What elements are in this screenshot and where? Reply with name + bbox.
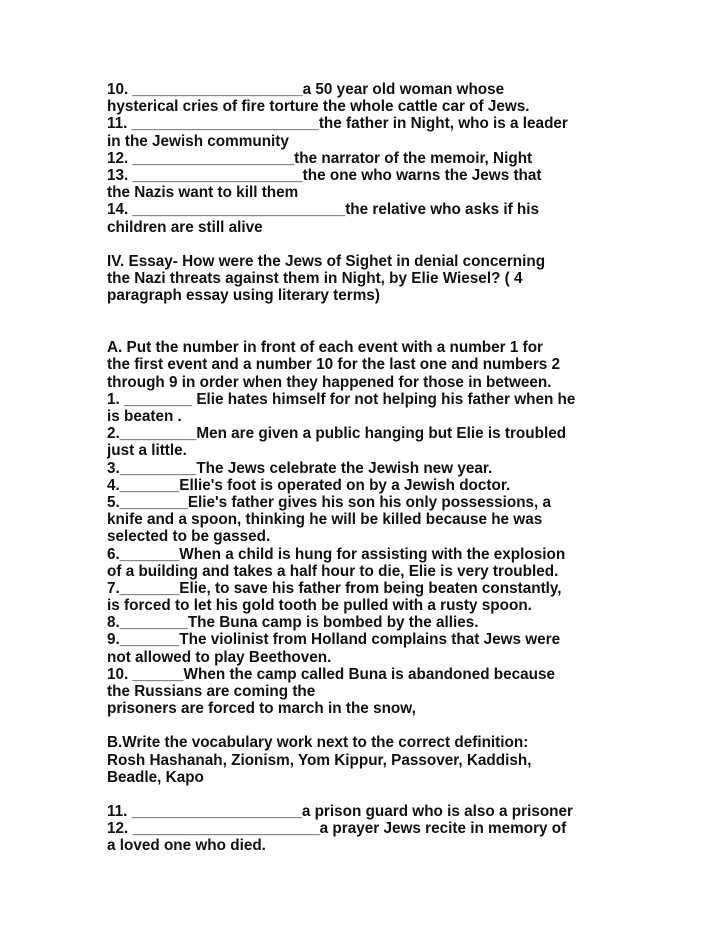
text-line: 10. ____________________a 50 year old woman whose bbox=[107, 81, 505, 98]
spacer bbox=[107, 304, 637, 339]
text-line: 4._______Ellie's foot is operated on by a Jewish doctor. bbox=[107, 476, 511, 494]
text-line: the first event and a number 10 for the last one and numbers 2 bbox=[107, 356, 561, 374]
text-line: 6._______When a child is hung for assisting with the explosion bbox=[107, 545, 566, 563]
text-line: Rosh Hashanah, Zionism, Yom Kippur, Passover, Kaddish, bbox=[107, 751, 532, 769]
essay-section bbox=[107, 253, 637, 305]
matching-continued-section bbox=[107, 81, 637, 236]
text-line: not allowed to play Beethoven. bbox=[107, 648, 332, 666]
text-line: 11. ____________________a prison guard who is also a prisoner bbox=[107, 802, 573, 820]
text-line: B.Write the vocabulary work next to the correct definition: bbox=[107, 734, 529, 752]
text-line: just a little. bbox=[107, 442, 187, 460]
text-line: A. Put the number in front of each event with a number 1 for bbox=[107, 339, 543, 357]
vocabulary-items-section bbox=[107, 803, 637, 855]
text-line: 11. ______________________the father in Night, who is a leader bbox=[107, 115, 568, 133]
text-line: paragraph essay using literary terms) bbox=[107, 287, 380, 305]
spacer bbox=[107, 786, 637, 803]
text-line: prisoners are forced to march in the snow, bbox=[107, 700, 416, 718]
text-line: 2._________Men are given a public hanging but Elie is troubled bbox=[107, 425, 567, 443]
text-line: hysterical cries of fire torture the whole cattle car of Jews. bbox=[107, 98, 530, 116]
spacer bbox=[107, 717, 637, 734]
text-line: 13. ____________________the one who warns the Jews that bbox=[107, 166, 542, 184]
text-line: 8.________The Buna camp is bombed by the allies. bbox=[107, 614, 479, 632]
text-line: Beadle, Kapo bbox=[107, 768, 204, 786]
text-line: children are still alive bbox=[107, 218, 263, 236]
text-line: 12. ___________________the narrator of the memoir, Night bbox=[107, 149, 533, 167]
worksheet-page bbox=[107, 81, 637, 855]
text-line: the Nazis want to kill them bbox=[107, 184, 299, 202]
text-line: a loved one who died. bbox=[107, 837, 266, 855]
spacer bbox=[107, 236, 637, 253]
text-line: 14. _________________________the relative who asks if his bbox=[107, 201, 540, 219]
text-line: 3._________The Jews celebrate the Jewish new year. bbox=[107, 459, 493, 477]
text-line: 5.________Elie's father gives his son his only possessions, a bbox=[107, 493, 552, 511]
text-line: is forced to let his gold tooth be pulled with a rusty spoon. bbox=[107, 597, 532, 615]
text-line: the Nazi threats against them in Night, by Elie Wiesel? ( 4 bbox=[107, 269, 523, 287]
text-line: 1. ________ Elie hates himself for not helping his father when he bbox=[107, 390, 576, 408]
text-line: is beaten . bbox=[107, 408, 182, 425]
text-line: the Russians are coming the bbox=[107, 683, 316, 700]
text-line: 9._______The violinist from Holland complains that Jews were bbox=[107, 631, 561, 649]
text-line: IV. Essay- How were the Jews of Sighet in denial concerning bbox=[107, 252, 546, 270]
text-line: in the Jewish community bbox=[107, 132, 289, 150]
text-line: 7._______Elie, to save his father from being beaten constantly, bbox=[107, 579, 562, 597]
text-line: 12. ______________________a prayer Jews recite in memory of bbox=[107, 820, 567, 838]
text-line: of a building and takes a half hour to die, Elie is very troubled. bbox=[107, 562, 559, 580]
text-line: selected to be gassed. bbox=[107, 528, 271, 546]
vocabulary-instructions-section bbox=[107, 734, 637, 786]
text-line: knife and a spoon, thinking he will be killed because he was bbox=[107, 511, 543, 529]
event-ordering-section bbox=[107, 339, 637, 717]
text-line: 10. ______When the camp called Buna is abandoned because bbox=[107, 665, 556, 683]
text-line: through 9 in order when they happened for those in between. bbox=[107, 373, 552, 391]
